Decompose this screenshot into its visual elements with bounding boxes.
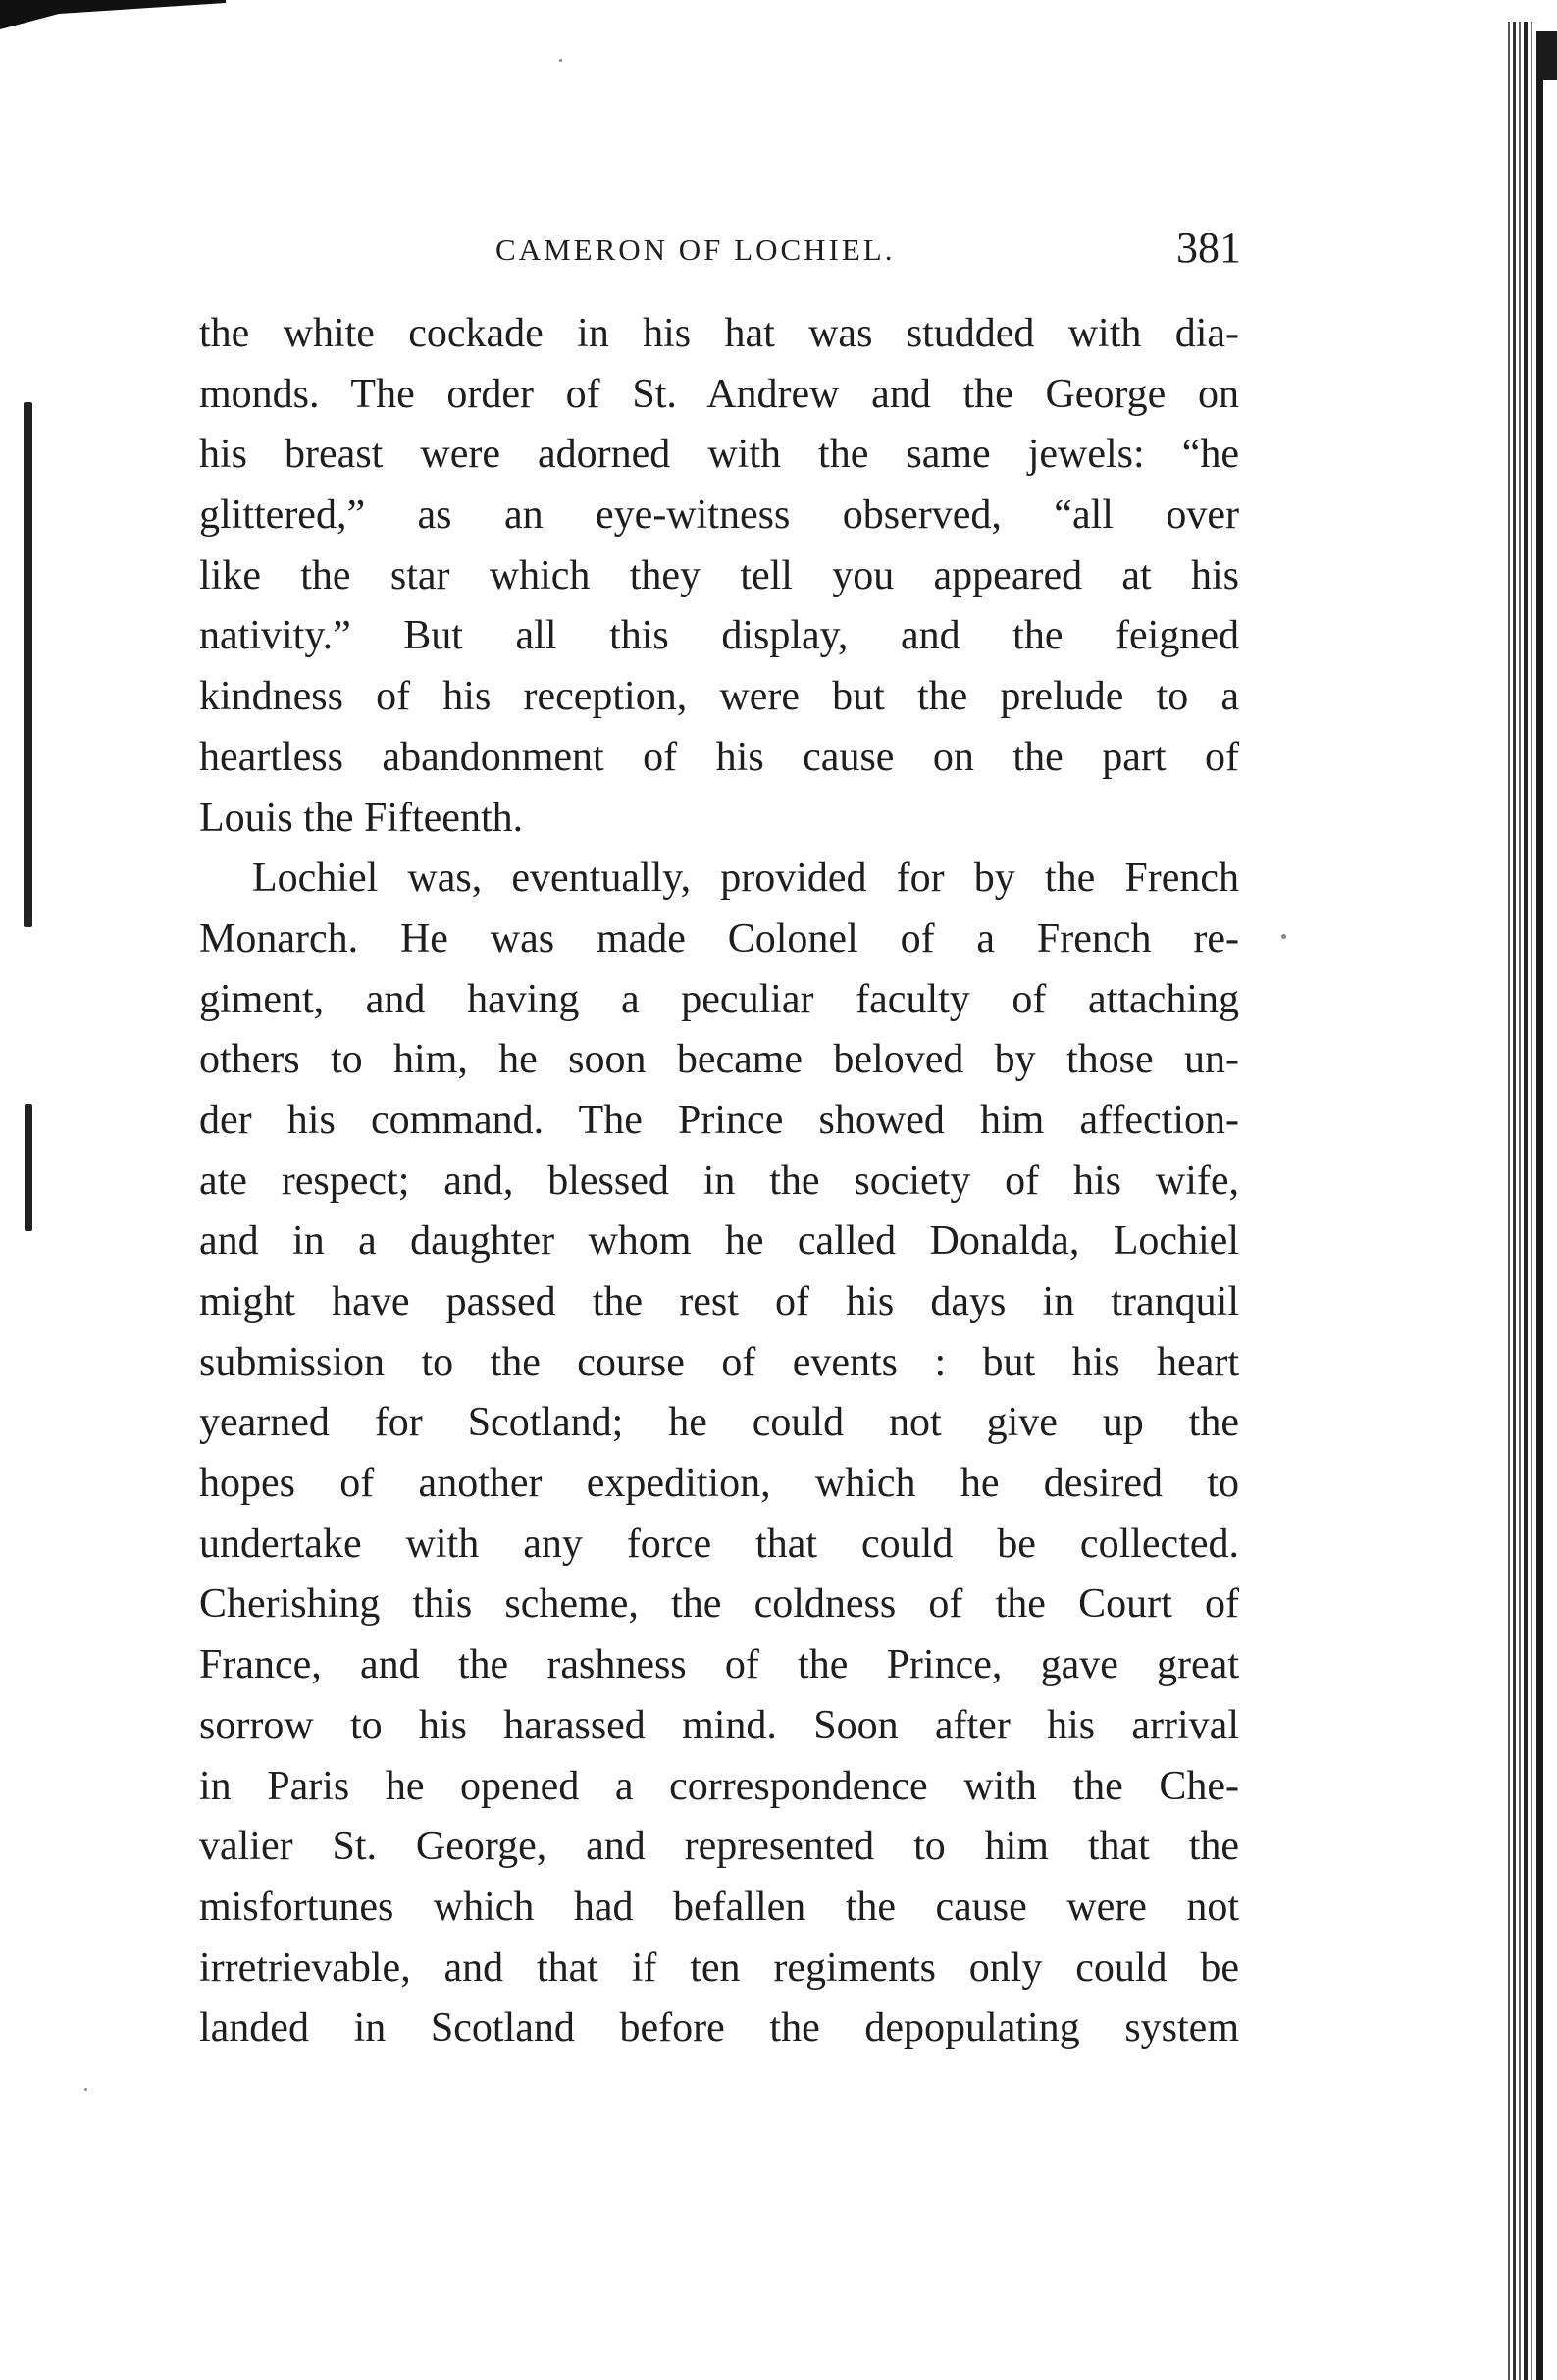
page-edge-binding [1504, 22, 1557, 2380]
text-line: der his command. The Prince showed him affection- [199, 1097, 1239, 1143]
text-line: Louis the Fifteenth. [199, 795, 524, 841]
body-text [199, 304, 1239, 2059]
text-line: like the star which they tell you appeared at his [199, 552, 1239, 598]
text-line: in Paris he opened a correspondence with the Che- [199, 1763, 1239, 1809]
text-line: sorrow to his harassed mind. Soon after his arrival [199, 1702, 1239, 1748]
text-line: misfortunes which had befallen the cause were not [199, 1884, 1239, 1930]
text-line: landed in Scotland before the depopulating system [199, 2005, 1239, 2051]
text-line: valier St. George, and represented to him that the [199, 1824, 1239, 1870]
margin-ink-mark [25, 1104, 32, 1231]
text-line: Lochiel was, eventually, provided for by the French [252, 855, 1239, 902]
text-line: France, and the rashness of the Prince, gave great [199, 1642, 1239, 1688]
text-line: the white cockade in his hat was studded with dia- [199, 311, 1239, 356]
text-line: glittered,” as an eye-witness observed, “all over [199, 492, 1239, 539]
text-line: others to him, he soon became beloved by those un- [199, 1037, 1239, 1083]
text-line: irretrievable, and that if ten regiments only could be [199, 1944, 1239, 1991]
text-line: yearned for Scotland; he could not give up the [199, 1400, 1239, 1446]
text-line: and in a daughter whom he called Donalda, Lochiel [199, 1218, 1239, 1265]
text-line: submission to the course of events : but his heart [199, 1339, 1239, 1385]
ink-speck [84, 2088, 87, 2091]
running-head [201, 223, 1241, 282]
text-line: undertake with any force that could be collected. [199, 1521, 1239, 1567]
text-line: heartless abandonment of his cause on the part of [199, 734, 1239, 780]
text-line: hopes of another expedition, which he desired to [199, 1461, 1239, 1507]
text-line: kindness of his reception, were but the prelude to a [199, 674, 1239, 720]
text-line: nativity.” But all this display, and the feigned [199, 613, 1239, 659]
running-title: CAMERON OF LOCHIEL. [495, 233, 896, 267]
ink-speck [559, 59, 562, 62]
text-line: monds. The order of St. Andrew and the George on [199, 371, 1239, 417]
text-line: Monarch. He was made Colonel of a French re- [199, 915, 1239, 961]
text-line: might have passed the rest of his days in tranquil [199, 1279, 1239, 1324]
text-line: giment, and having a peculiar faculty of attaching [199, 976, 1239, 1022]
page-number: 381 [1176, 224, 1241, 272]
text-line: ate respect; and, blessed in the society of his wife, [199, 1158, 1239, 1204]
ink-speck [1281, 934, 1286, 939]
text-line: his breast were adorned with the same jewels: “he [199, 432, 1239, 478]
scan-corner-mark [0, 0, 226, 29]
text-line: Cherishing this scheme, the coldness of the Court of [199, 1581, 1239, 1628]
margin-ink-mark [24, 402, 32, 927]
